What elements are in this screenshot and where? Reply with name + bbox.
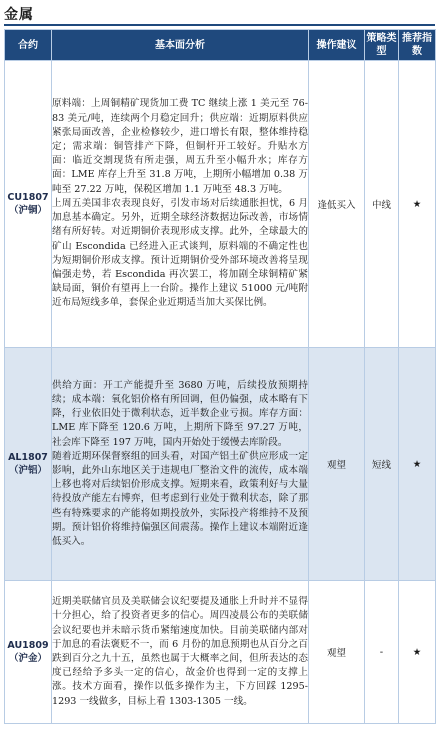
strategy-cell: 中线 — [365, 61, 399, 348]
analysis-cell — [52, 581, 309, 724]
star-icon: ★ — [399, 581, 436, 724]
section-title: 金属 — [4, 7, 34, 23]
header-advice: 操作建议 — [309, 30, 365, 61]
analysis-paragraph: 原料端：上周铜精矿现货加工费 TC 继续上涨 1 美元至 76-83 美元/吨，连续两个月稳定回升；供应端：近期原料供应紧张局面改善，企业检修较少，进口增长有限，整体维持稳定；需求端：铜管排产下降，但铜杆开工较好。升贴水方面：临近交割现货有所走强，周五升至小幅升水；库存方面：LME 库存上升至 31.8 万吨，上期所小幅增加 0.38 万吨至 27.22 万吨，保税区增加 1.1 万吨至 48.3 万吨。 — [52, 98, 308, 195]
analysis-cell — [52, 348, 309, 581]
star-icon: ★ — [399, 348, 436, 581]
advice-cell: 观望 — [309, 581, 365, 724]
table-row — [5, 348, 436, 581]
contract-code: AU1809 — [7, 640, 49, 651]
advice-cell: 逢低买入 — [309, 61, 365, 348]
contract-code: CU1807 — [7, 192, 49, 203]
contract-cell — [5, 348, 52, 581]
contract-name: （沪铜） — [8, 205, 47, 216]
metals-strategy-table — [4, 29, 436, 724]
analysis-paragraph: 随着近期环保督察组的回头看，对国产铝土矿供应形成一定影响，此外山东地区关于违规电厂整治文件的流传，成本端上移也将对后续铝价形成支撑。短期来看，政策利好与大量待投放产能左右博弈，但考虑到行业处于微利状态，除了那些有特殊要求的产能将如期投放外，实际投产将维持不及预期。预计铝价将维持偏强区间震荡。操作上建议本端附近逢低买入。 — [52, 450, 308, 548]
table-row — [5, 61, 436, 348]
advice-cell: 观望 — [309, 348, 365, 581]
contract-cell — [5, 581, 52, 724]
contract-cell — [5, 61, 52, 348]
analysis-paragraph: 上周五美国非农表现良好，引发市场对后续通胀担忧，6 月加息基本确定。另外，近期全球经济数据边际改善，市场情绪有所好转。对近期铜价表现形成支撑。此外，全球最大的矿山 Escondida 已经进入正式谈判，原料端的不确定性也为短期铜价形成支撑。预计近期铜价受外部环境改善将呈现偏强走势，若 Escondida 再次罢工，将加剧全球铜精矿紧缺局面，铜价有望再上一台阶。操作上建议 51000 元/吨附近布局短线多单，套保企业近期适当加大买保比例。 — [52, 197, 308, 309]
analysis-paragraph: 供给方面：开工产能提升至 3680 万吨，后续投放预期持续；成本端：氧化铝价格有所回调，但仍偏强，成本略有下降，行业依旧处于微利状态，近半数企业亏损。库存方面：LME 库下降至 120.6 万吨，上期所下降至 97.27 万吨，社会库下降至 197 万吨，国内开始处于缓慢去库阶段。 — [52, 379, 308, 448]
strategy-cell: 短线 — [365, 348, 399, 581]
contract-code: AL1807 — [8, 452, 48, 463]
contract-name: （沪铝） — [8, 465, 47, 476]
star-icon: ★ — [399, 61, 436, 348]
header-stars: 推荐指数 — [399, 30, 436, 61]
header-strategy: 策略类型 — [365, 30, 399, 61]
contract-name: （沪金） — [8, 653, 47, 664]
table-header-row — [5, 30, 436, 61]
table-row — [5, 581, 436, 724]
analysis-cell — [52, 61, 309, 348]
analysis-paragraph: 近期美联储官员及美联储会议纪要提及通胀上升时并不显得十分担心，给了投资者更多的信心。周四凌晨公布的美联储会议纪要也并未暗示货币紧缩速度加快。目前美联储内部对于加息的看法褒贬不一，而 6 月份的加息预期也从百分之百跌到百分之九十五，虽然也属于大概率之间，但所表达的态度已经给予多头一定的信心，故金价也得到一定的支撑上涨。技术方面看，操作以低多操作为主，下方回踩 1295-1293 一线做多，目标上看 1303-1305 一线。 — [52, 596, 308, 707]
title-divider — [4, 24, 435, 26]
header-contract: 合约 — [5, 30, 52, 61]
header-analysis: 基本面分析 — [52, 30, 309, 61]
strategy-cell: - — [365, 581, 399, 724]
